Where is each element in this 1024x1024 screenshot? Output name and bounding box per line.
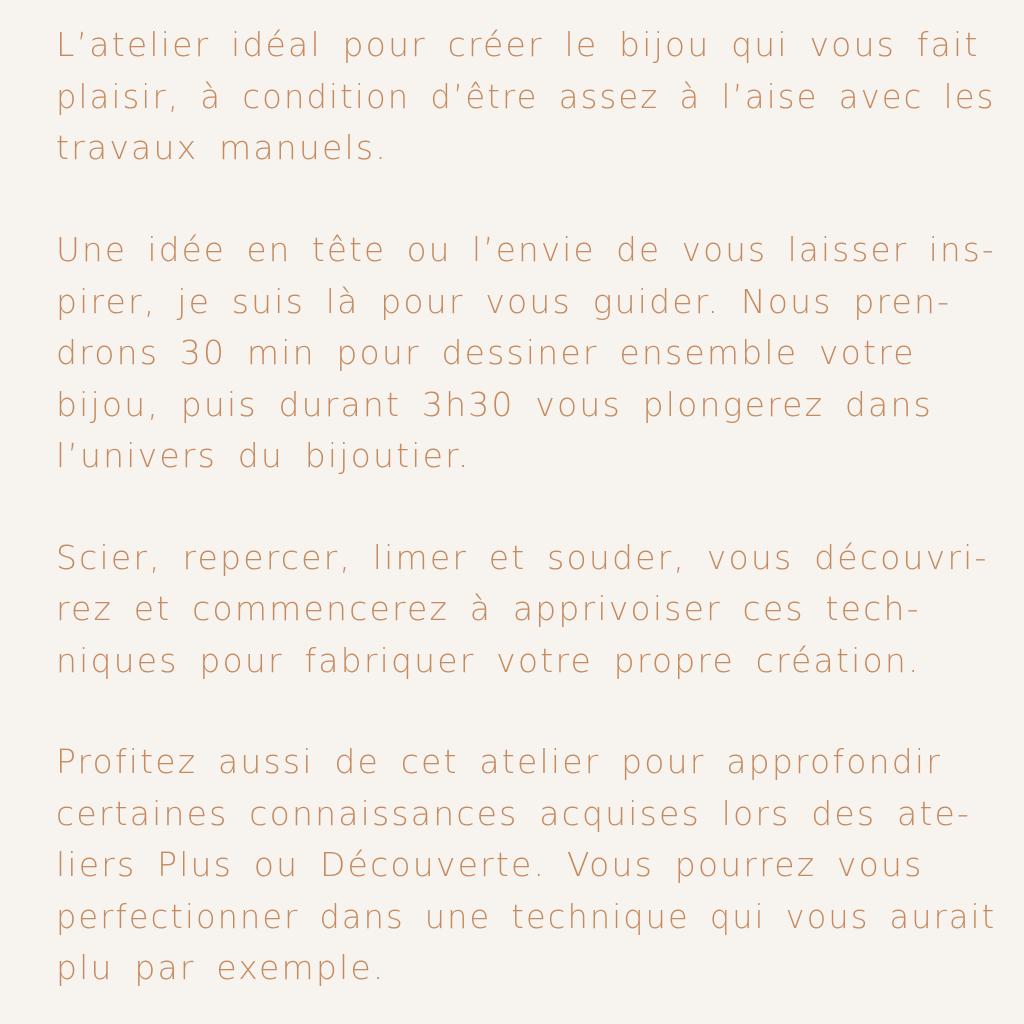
paragraph-2-line-1: Une idée en tête ou l’envie de vous laisser ins- bbox=[56, 230, 996, 269]
paragraph-1-line-2: plaisir, à condition d’être assez à l’aise avec les bbox=[56, 77, 996, 116]
paragraph-4-line-5: plu par exemple. bbox=[56, 948, 386, 987]
paragraph-2-line-3: drons 30 min pour dessiner ensemble votre bbox=[56, 333, 916, 372]
paragraph-3-line-3: niques pour fabriquer votre propre création. bbox=[56, 641, 921, 680]
paragraph-1-line-3: travaux manuels. bbox=[56, 128, 388, 167]
paragraph-3-line-2: rez et commencerez à apprivoiser ces tech- bbox=[56, 589, 921, 628]
paragraph-2-line-5: l’univers du bijoutier. bbox=[56, 436, 471, 475]
description-text bbox=[56, 0, 996, 1024]
paragraph-4-line-2: certaines connaissances acquises lors des ate- bbox=[56, 794, 972, 833]
paragraph-4-line-4: perfectionner dans une technique qui vous aurait bbox=[56, 897, 997, 936]
paragraph-3-line-1: Scier, repercer, limer et souder, vous découvri- bbox=[56, 538, 989, 577]
paragraph-1-line-1: L’atelier idéal pour créer le bijou qui vous fait bbox=[56, 25, 980, 64]
paragraph-2-line-4: bijou, puis durant 3h30 vous plongerez dans bbox=[56, 385, 933, 424]
paragraph-4-line-3: liers Plus ou Découverte. Vous pourrez vous bbox=[56, 845, 924, 884]
paragraph-2-line-2: pirer, je suis là pour vous guider. Nous pren- bbox=[56, 282, 952, 321]
paragraph-4-line-1: Profitez aussi de cet atelier pour approfondir bbox=[56, 742, 943, 781]
